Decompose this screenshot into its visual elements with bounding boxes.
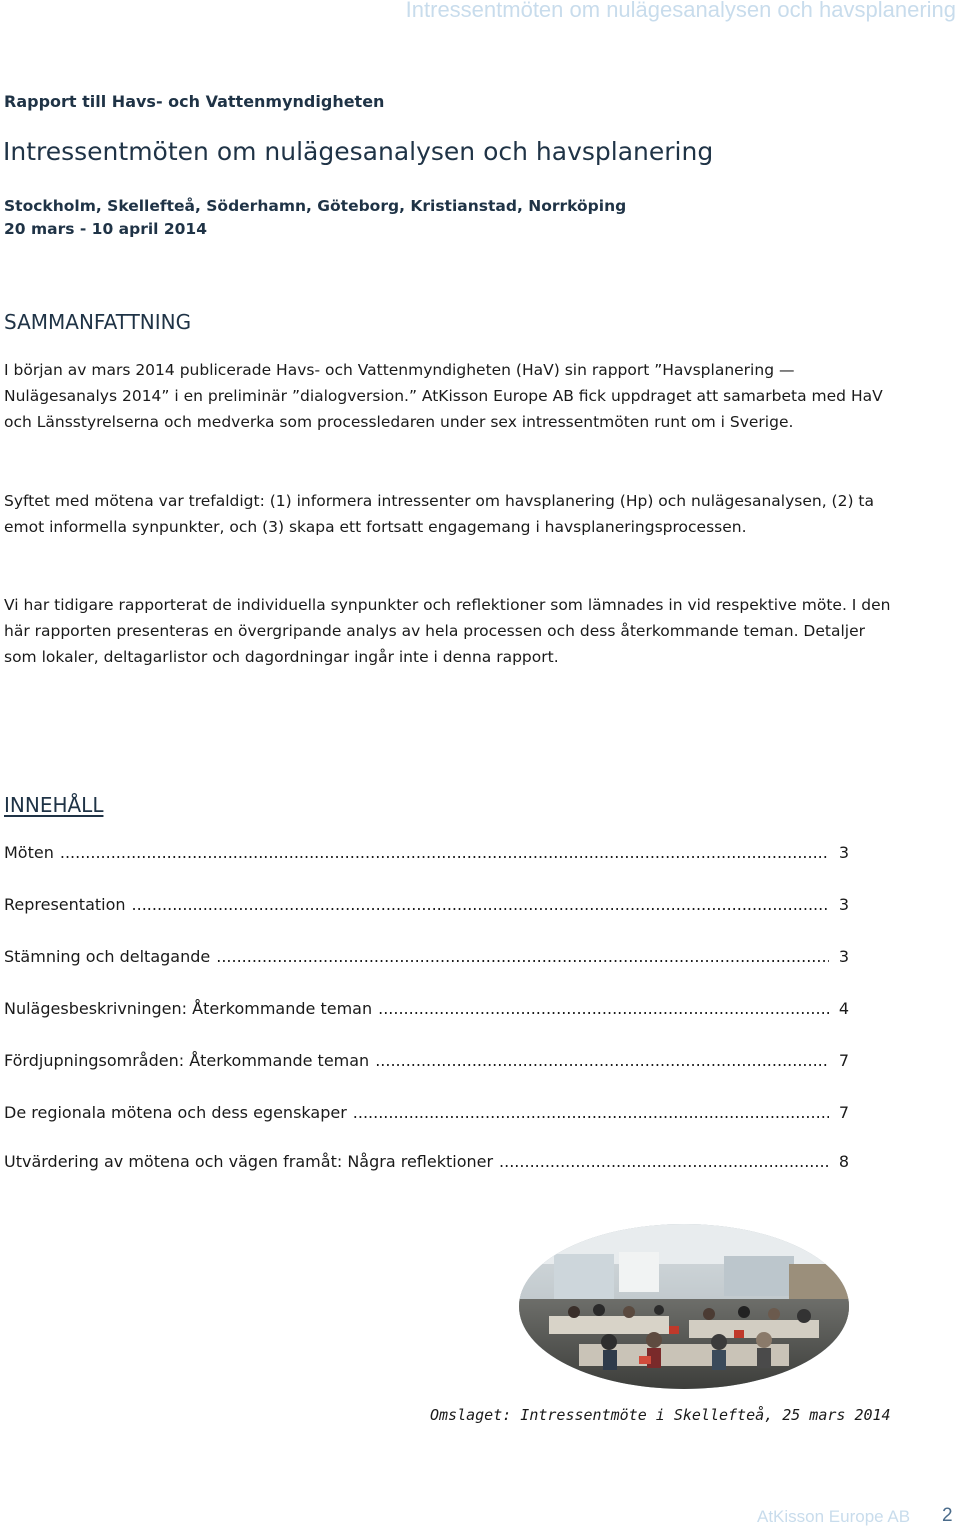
toc-entry-page: 7 <box>838 1103 849 1122</box>
toc-entry-moten[interactable] <box>4 843 849 862</box>
toc-entry-title: Representation <box>4 895 126 914</box>
toc-entry-representation[interactable] <box>4 895 849 914</box>
toc-entry-title: Stämning och deltagande <box>4 947 211 966</box>
toc-entry-fordjupningsomraden[interactable] <box>4 1051 849 1070</box>
toc-dot-leader <box>60 843 829 862</box>
toc-dot-leader <box>132 895 829 914</box>
summary-paragraph-2: Syftet med mötena var trefaldigt: (1) informera intressenter om havsplanering (Hp) och nulägesanalysen, (2) ta emot informella synpunkter, och (3) skapa ett fortsatt engagemang i havsplaneringsprocessen. <box>4 492 875 536</box>
toc-entry-page: 4 <box>838 999 849 1018</box>
footer-page-number: 2 <box>942 1505 953 1526</box>
report-recipient: Rapport till Havs- och Vattenmyndigheten <box>4 92 385 111</box>
meeting-locations: Stockholm, Skellefteå, Söderhamn, Göteborg, Kristianstad, Norrköping <box>4 197 627 215</box>
toc-entry-title: Nulägesbeskrivningen: Återkommande teman <box>4 999 373 1018</box>
cover-photo-caption: Omslaget: Intressentmöte i Skellefteå, 25 mars 2014 <box>430 1406 891 1424</box>
toc-dot-leader <box>378 999 829 1018</box>
meeting-dates: 20 mars - 10 april 2014 <box>4 220 207 238</box>
toc-entry-stamning[interactable] <box>4 947 849 966</box>
summary-heading: SAMMANFATTNING <box>4 310 192 334</box>
summary-paragraph-3: Vi har tidigare rapporterat de individuella synpunkter och reflektioner som lämnades in vid respektive möte. I den här rapporten presenteras en övergripande analys av hela processen och dess återkommande teman. Detaljer som lokaler, deltagarlistor och dagordningar ingår inte i denna rapport. <box>4 596 891 666</box>
footer-company-name: AtKisson Europe AB <box>757 1507 911 1526</box>
toc-entry-utvardering[interactable] <box>4 1152 849 1171</box>
toc-dot-leader <box>375 1051 829 1070</box>
toc-entry-page: 8 <box>838 1152 849 1171</box>
toc-entry-title: Fördjupningsområden: Återkommande teman <box>4 1051 370 1070</box>
toc-entry-page: 7 <box>838 1051 849 1070</box>
toc-dot-leader <box>499 1152 829 1171</box>
meeting-room-photo-illustration <box>519 1224 849 1389</box>
toc-entry-title: Utvärdering av mötena och vägen framåt: Några reflektioner <box>4 1152 494 1171</box>
toc-dot-leader <box>353 1103 829 1122</box>
toc-entry-title: De regionala mötena och dess egenskaper <box>4 1103 347 1122</box>
toc-entry-page: 3 <box>838 895 849 914</box>
toc-entry-page: 3 <box>838 947 849 966</box>
summary-paragraph-1: I början av mars 2014 publicerade Havs- och Vattenmyndigheten (HaV) sin rapport ”Havsplanering — Nulägesanalys 2014” i en preliminär ”dialogversion.” AtKisson Europe AB fick uppdraget att samarbeta med HaV och Länsstyrelserna och medverka som processledaren under sex intressentmöten runt om i Sverige. <box>4 361 883 431</box>
running-header-title: Intressentmöten om nulägesanalysen och havsplanering <box>405 0 956 22</box>
toc-dot-leader <box>216 947 829 966</box>
toc-entry-regionala-motena[interactable] <box>4 1103 849 1122</box>
toc-entry-nulagesbeskrivningen[interactable] <box>4 999 849 1018</box>
toc-entry-title: Möten <box>4 843 54 862</box>
toc-entry-page: 3 <box>838 843 849 862</box>
cover-photo-meeting <box>519 1224 849 1389</box>
toc-heading: INNEHÅLL <box>4 793 104 817</box>
document-title: Intressentmöten om nulägesanalysen och havsplanering <box>3 137 714 166</box>
